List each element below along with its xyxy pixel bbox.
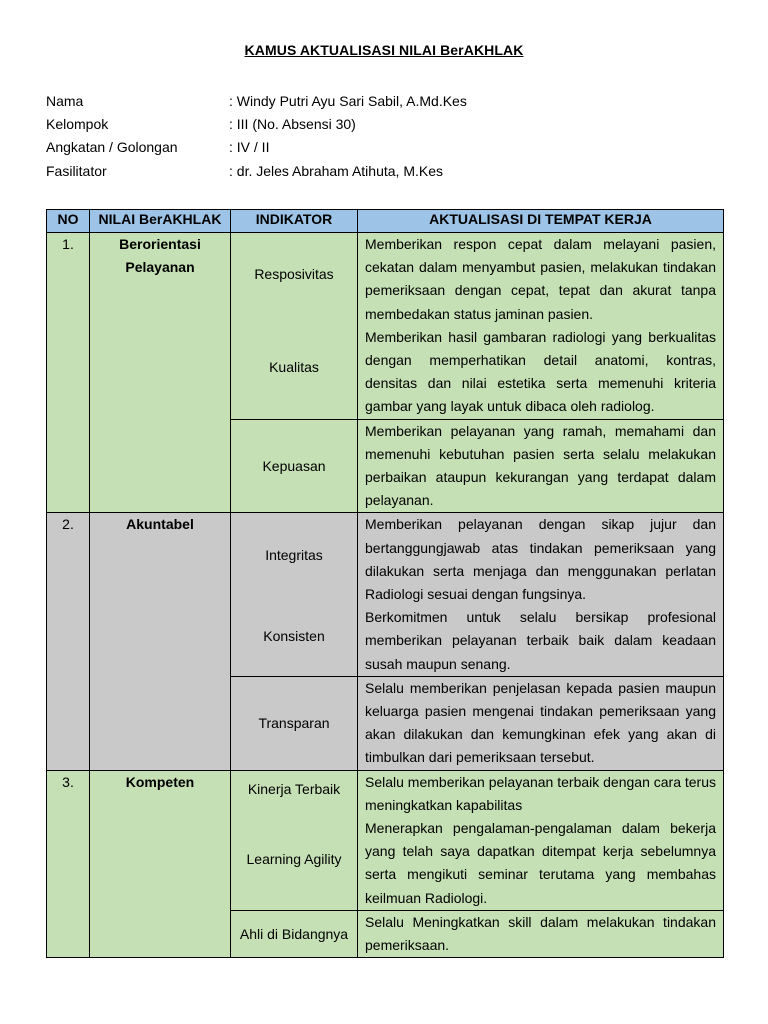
aktualisasi-text: Selalu Meningkatkan skill dalam melakukan tindakan pemeriksaan.: [365, 913, 716, 954]
nilai-label: Akuntabel: [126, 516, 194, 533]
info-label: Fasilitator: [46, 162, 107, 179]
aktualisasi-text: Memberikan respon cepat dalam melayani pasien, cekatan dalam menyambut pasien, melakukan tindakan pemeriksaan dengan cepat, tepat dan akurat tanpa membedakan status jaminan pasien.: [365, 236, 716, 322]
indikator-label: Transparan: [258, 715, 330, 732]
header-indikator: INDIKATOR: [231, 210, 358, 233]
row-number: 2.: [47, 513, 90, 770]
indikator-label: Ahli di Bidangnya: [239, 926, 349, 943]
indikator-label: Integritas: [265, 546, 323, 563]
indikator-label: Konsisten: [263, 627, 325, 644]
aktualisasi-cell: [358, 676, 724, 770]
aktualisasi-text: Menerapkan pengalaman-pengalaman dalam bekerja yang telah saya dapatkan ditempat kerja sebelumnya serta mengikuti seminar terutama yang membahas keilmuan Radiologi.: [365, 820, 716, 906]
aktualisasi-text: Berkomitmen untuk selalu bersikap profesional memberikan pelayanan terbaik baik dalam keadaan susah maupun senang.: [365, 609, 716, 672]
indikator-cell: [231, 233, 358, 420]
aktualisasi-cell: [358, 419, 724, 513]
kamus-table: [46, 209, 724, 958]
aktualisasi-cell: [358, 910, 724, 957]
header-nilai: NILAI BerAKHLAK: [90, 210, 231, 233]
info-label: Kelompok: [46, 116, 109, 133]
nilai-cell: [90, 513, 231, 770]
nilai-cell: [90, 770, 231, 958]
indikator-cell: [231, 676, 358, 770]
nilai-label: Kompeten: [125, 773, 195, 790]
indikator-label: Resposivitas: [254, 266, 334, 283]
aktualisasi-text: Selalu memberikan penjelasan kepada pasien maupun keluarga pasien mengenai tindakan pemeriksaan yang akan dilakukan dan kemungkinan efek yang akan di timbulkan dari pemeriksaan tersebut.: [365, 679, 716, 766]
aktualisasi-cell: [358, 513, 724, 676]
info-value: : IV / II: [229, 139, 270, 156]
info-label: Angkatan / Golongan: [46, 139, 178, 156]
indikator-label: Kepuasan: [262, 458, 326, 475]
nilai-label: Pelayanan: [125, 259, 195, 276]
aktualisasi-cell: [358, 233, 724, 420]
aktualisasi-text: Memberikan pelayanan yang ramah, memahami dan memenuhi kebutuhan pasien serta selalu melakukan perbaikan ataupun kekurangan yang terdapat dalam pelayanan.: [365, 422, 716, 509]
info-value: : Windy Putri Ayu Sari Sabil, A.Md.Kes: [229, 93, 467, 109]
indikator-cell: [231, 910, 358, 957]
indikator-label: Kinerja Terbaik: [247, 780, 341, 797]
nilai-label: Berorientasi: [119, 236, 201, 252]
info-label: Nama: [46, 93, 84, 109]
indikator-cell: [231, 770, 358, 910]
document-title: KAMUS AKTUALISASI NILAI BerAKHLAK: [244, 42, 524, 58]
info-value: : dr. Jeles Abraham Atihuta, M.Kes: [229, 162, 443, 179]
nilai-cell: [90, 233, 231, 513]
info-value: : III (No. Absensi 30): [229, 116, 356, 133]
table-header-row: [47, 210, 724, 233]
table-row: [47, 770, 724, 910]
aktualisasi-cell: [358, 770, 724, 910]
indikator-label: Learning Agility: [246, 850, 342, 867]
table-row: [47, 233, 724, 420]
aktualisasi-text: Selalu memberikan pelayanan terbaik dengan cara terus meningkatkan kapabilitas: [365, 773, 716, 813]
table-row: [47, 513, 724, 676]
header-aktualisasi: AKTUALISASI DI TEMPAT KERJA: [358, 210, 724, 233]
header-no: NO: [47, 210, 90, 233]
indikator-label: Kualitas: [269, 359, 319, 376]
row-number: 3.: [47, 770, 90, 958]
aktualisasi-text: Memberikan hasil gambaran radiologi yang berkualitas dengan memperhatikan detail anatomi, kontras, densitas dan nilai estetika serta memenuhi kriteria gambar yang layak untuk dibaca oleh radiolog.: [365, 328, 716, 415]
row-number: 1.: [47, 233, 90, 513]
indikator-cell: [231, 419, 358, 513]
aktualisasi-text: Memberikan pelayanan dengan sikap jujur dan bertanggungjawab atas tindakan pemeriksaan yang dilakukan serta menjaga dan menggunakan perlatan Radiologi sesuai dengan fungsinya.: [365, 516, 716, 603]
indikator-cell: [231, 513, 358, 676]
